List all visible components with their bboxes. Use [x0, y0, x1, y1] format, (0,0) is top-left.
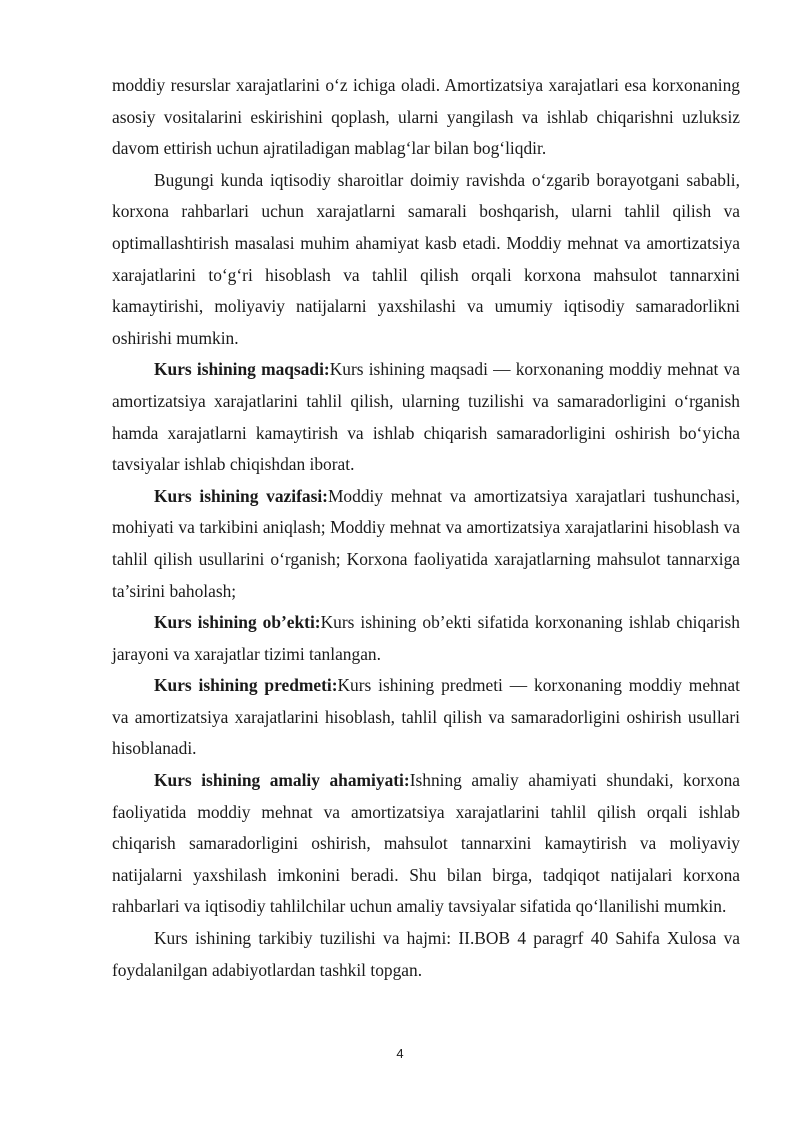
paragraph-goal: [112, 354, 740, 480]
paragraph-structure: [112, 923, 740, 986]
paragraph-heading: Kurs ishining maqsadi:: [154, 359, 330, 380]
document-page: [112, 70, 740, 986]
paragraph-intro-continuation: [112, 70, 740, 165]
page-number: 4: [396, 1046, 404, 1061]
paragraph-text: Bugungi kunda iqtisodiy sharoitlar doimiy ravishda o‘zgarib borayotgani sababli, korxona rahbarlari uchun xarajatlarni samarali boshqarish, ularni tahlil qilish va optimallashtirish masalasi muhim ahamiyat kasb etadi. Moddiy mehnat va amortizatsiya xarajatlarini to‘g‘ri hisoblash va tahlil qilish orqali korxona mahsulot tannarxini kamaytirishi, moliyaviy natijalarni yaxshilashi va umumiy iqtisodiy samaradorlikni oshirishi mumkin.: [112, 169, 740, 348]
paragraph-heading: Kurs ishining ob’ekti:: [154, 612, 321, 633]
paragraph-subject: [112, 670, 740, 765]
paragraph-tasks: [112, 481, 740, 607]
paragraph-text: Kurs ishining predmeti — korxonaning moddiy mehnat va amortizatsiya xarajatlarini hisoblash, tahlil qilish va samaradorligini oshirish usullari hisoblanadi.: [112, 675, 740, 759]
paragraph-context: [112, 165, 740, 355]
paragraph-text: Kurs ishining tarkibiy tuzilishi va hajmi: II.BOB 4 paragrf 40 Sahifa Xulosa va foydalanilgan adabiyotlardan tashkil topgan.: [112, 928, 740, 980]
paragraph-text: Kurs ishining ob’ekti sifatida korxonaning ishlab chiqarish jarayoni va xarajatlar tizimi tanlangan.: [112, 612, 740, 664]
paragraph-text: Moddiy mehnat va amortizatsiya xarajatlari tushunchasi, mohiyati va tarkibini aniqlash; Moddiy mehnat va amortizatsiya xarajatlarini hisoblash va tahlil qilish usullarini o‘rganish; Korxona faoliyatida xarajatlarning mahsulot tannarxiga ta’sirini baholash;: [112, 485, 740, 601]
paragraph-practical-significance: [112, 765, 740, 923]
paragraph-heading: Kurs ishining amaliy ahamiyati:: [154, 770, 410, 791]
paragraph-text: moddiy resurslar xarajatlarini o‘z ichiga oladi. Amortizatsiya xarajatlari esa korxonaning asosiy vositalarini eskirishini qoplash, ularni yangilash va ishlab chiqarishni uzluksiz davom ettirish uchun ajratiladigan mablag‘lar bilan bog‘liqdir.: [112, 75, 740, 159]
paragraph-heading: Kurs ishining vazifasi:: [154, 485, 328, 506]
paragraph-text: Ishning amaliy ahamiyati shundaki, korxona faoliyatida moddiy mehnat va amortizatsiya xarajatlarini tahlil qilish orqali ishlab chiqarish samaradorligini oshirish, mahsulot tannarxini kamaytirish va moliyaviy natijalarni yaxshilash imkonini beradi. Shu bilan birga, tadqiqot natijalari korxona rahbarlari va iqtisodiy tahlilchilar uchun amaliy tavsiyalar sifatida qo‘llanilishi mumkin.: [112, 770, 741, 917]
paragraph-object: [112, 607, 740, 670]
paragraph-heading: Kurs ishining predmeti:: [154, 675, 338, 696]
paragraph-text: Kurs ishining maqsadi — korxonaning moddiy mehnat va amortizatsiya xarajatlarini tahlil qilish, ularning tuzilishi va samaradorligini o‘rganish hamda xarajatlarni kamaytirish va ishlab chiqarish samaradorligini oshirish bo‘yicha tavsiyalar ishlab chiqishdan iborat.: [112, 359, 741, 475]
